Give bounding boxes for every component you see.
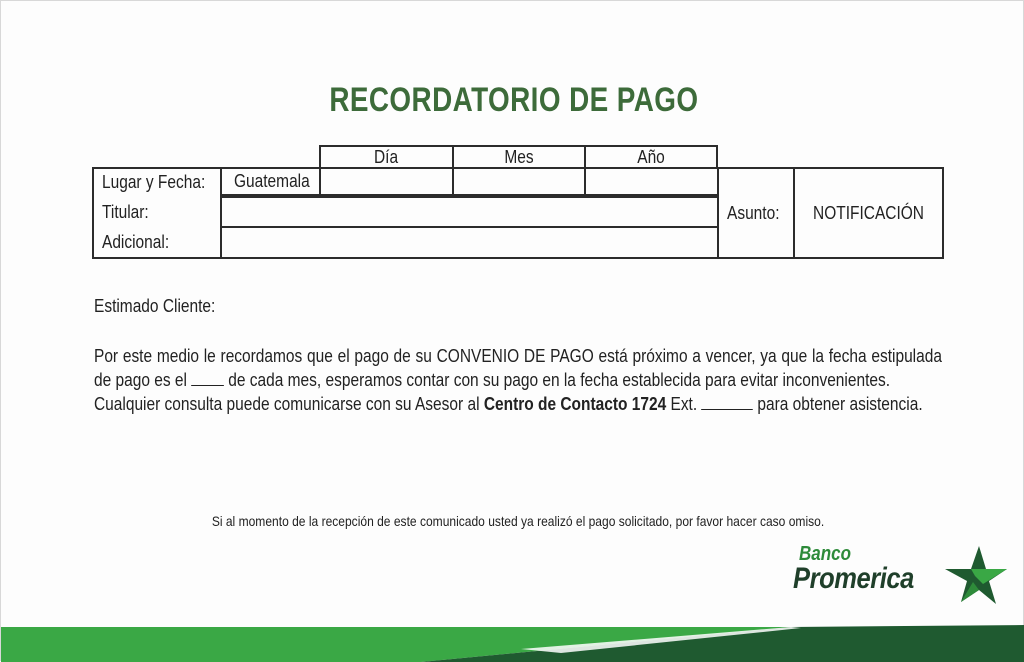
adicional-field[interactable] [220, 226, 719, 259]
asunto-value-cell: NOTIFICACIÓN [793, 167, 944, 259]
paragraph-1: Por este medio le recordamos que el pago de su CONVENIO DE PAGO está próximo a vencer, ya que la fecha estipulada de pago es el de cada mes, esperamos contar con su pago en la fecha establecida para evitar inconvenientes. [94, 346, 942, 390]
logo-banco-text: Banco [799, 543, 851, 565]
titular-field[interactable] [220, 196, 719, 228]
extension-blank[interactable] [701, 395, 753, 410]
date-header-day: Día [319, 145, 454, 169]
greeting: Estimado Cliente: [94, 296, 216, 316]
year-field[interactable] [584, 167, 719, 196]
asunto-label-cell: Asunto: [717, 167, 795, 259]
date-header-year: Año [584, 145, 718, 169]
date-header-month: Mes [452, 145, 586, 169]
star-logo-icon [939, 544, 1009, 606]
lugar-field[interactable]: Guatemala [220, 167, 321, 196]
titular-label: Titular: [102, 202, 149, 222]
due-day-blank[interactable] [191, 371, 224, 386]
bottom-color-band [1, 619, 1024, 662]
lugar-fecha-label: Lugar y Fecha: [102, 172, 206, 192]
paragraph-2: Cualquier consulta puede comunicarse con su Asesor al Centro de Contacto 1724 Ext. para obtener asistencia. [94, 394, 923, 414]
month-field[interactable] [452, 167, 586, 196]
body-text [94, 344, 944, 416]
contact-center: Centro de Contacto 1724 [483, 394, 667, 414]
logo-promerica-text: Promerica [793, 562, 914, 595]
disregard-notice: Si al momento de la recepción de este comunicado usted ya realizó el pago solicitado, por favor hacer caso omiso. [211, 513, 825, 529]
document-title: RECORDATORIO DE PAGO [329, 81, 699, 119]
adicional-label: Adicional: [102, 232, 170, 252]
day-field[interactable] [319, 167, 454, 196]
